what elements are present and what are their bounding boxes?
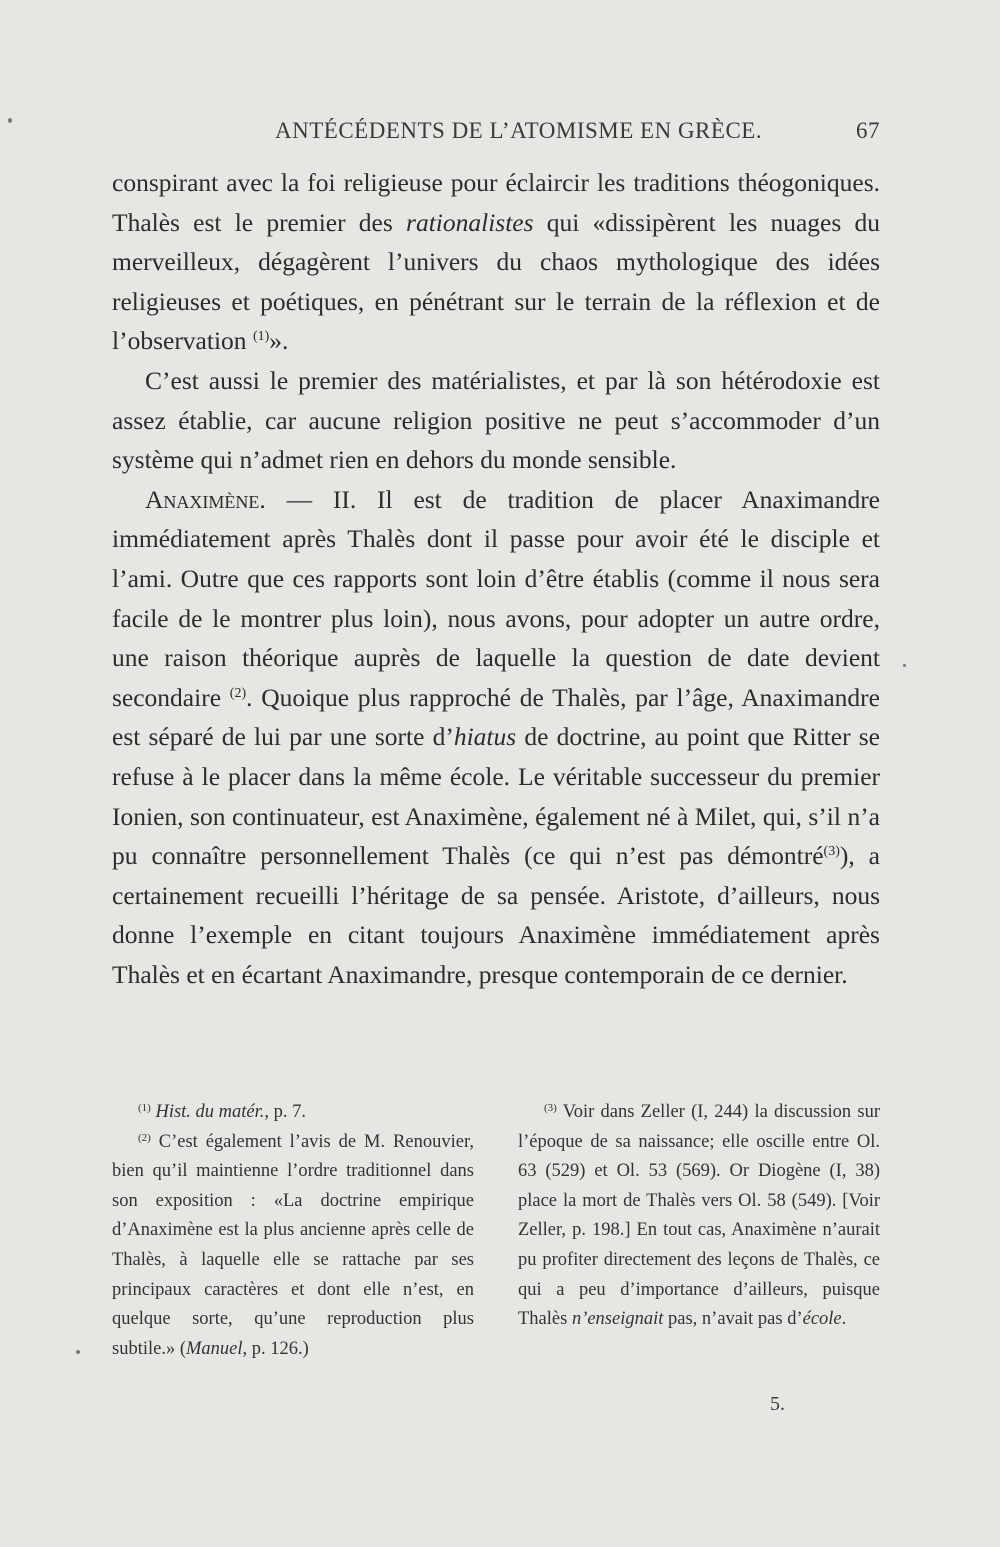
text-run: de doctrine, au point que Ritter se refuse à le placer dans la même école. Le véritable successeur du premier Ionien, son continuateur, est Anaximène, également né à Milet, qui, s’il n’a pu connaître personnellement Thalès (ce qui n’est pas démontré — [112, 722, 880, 871]
text-run: . — [841, 1309, 847, 1330]
running-header — [275, 118, 880, 152]
text-run: , p. 126.) — [242, 1338, 309, 1359]
emphasis: rationalistes — [406, 207, 534, 237]
footnote-ref-1: (1) — [252, 329, 270, 345]
footnote-mark: (2) — [138, 1131, 151, 1144]
text-run: , p. 7. — [264, 1102, 307, 1122]
footnote-1 — [112, 1098, 474, 1128]
footnote-ref-3: (3) — [823, 844, 840, 860]
paragraph-3 — [112, 480, 880, 995]
emphasis: école — [802, 1309, 842, 1330]
footnote-2 — [112, 1128, 474, 1365]
paragraph-2: C’est aussi le premier des matérialistes, et par là son hétérodoxie est assez établie, car aucune religion positive ne peut s’accommoder d’un système qui n’admet rien en dehors du monde sensible. — [112, 365, 880, 475]
paper-speck — [8, 118, 12, 123]
section-heading: Anaximène. — [145, 484, 266, 514]
running-title: ANTÉCÉDENTS DE L’ATOMISME EN GRÈCE. — [275, 118, 763, 143]
text-run: conspirant avec la foi religieuse pour éclaircir les traditions théogoniques. Thalès est le premier des — [112, 168, 880, 237]
text-run: qui «dissipèrent les nuages du merveilleux, dégagèrent l’univers du chaos mythologique des idées religieuses et poétiques, en pénétrant sur le terrain de la réflexion et de l’observation — [112, 207, 881, 356]
text-run: pas, n’avait pas d’ — [663, 1309, 803, 1330]
footnotes-left-column — [112, 1098, 474, 1364]
emphasis: Hist. du matér. — [155, 1102, 265, 1122]
emphasis: Manuel — [186, 1338, 243, 1359]
emphasis: hiatus — [453, 722, 517, 752]
text-run: . Quoique plus rapproché de Thalès, par l’âge, Anaximandre est séparé de lui par une sorte d’ — [112, 682, 880, 752]
footnote-3 — [518, 1098, 880, 1335]
text-run: C’est également l’avis de M. Renouvier, bien qu’il maintienne l’ordre traditionnel dans son exposition : «La doctrine empirique d’Anaximène est la plus ancienne après celle de Thalès, à laquelle elle se rattache par ses principaux caractères et dont elle n’est, en quelque sorte, qu’une reproduction plus subtile.» ( — [112, 1131, 474, 1359]
text-run: ), a certainement recueilli l’héritage de sa pensée. Aristote, d’ailleurs, nous donne l’exemple en citant toujours Anaximène immédiatement après Thalès et en écartant Anaximandre, presque contemporain de ce dernier. — [112, 841, 880, 989]
paper-speck — [76, 1350, 80, 1354]
text-run: — II. Il est de tradition de placer Anaximandre immédiatement après Thalès dont il passe pour avoir été le disciple et l’ami. Outre que ces rapports sont loin d’être établis (comme il nous sera facile de le montrer plus loin), nous avons, pour adopter un autre ordre, une raison théorique auprès de laquelle la question de date devient secondaire — [112, 484, 880, 712]
footnote-mark: (3) — [544, 1102, 557, 1114]
page-number: 67 — [856, 118, 880, 143]
main-text — [112, 163, 880, 994]
footnote-mark: (1) — [138, 1102, 151, 1114]
paragraph-1 — [112, 163, 880, 361]
footnote-ref-2: (2) — [229, 685, 247, 701]
text-run: ». — [269, 326, 289, 356]
signature-mark: 5. — [770, 1393, 785, 1415]
footnotes-right-column — [518, 1098, 880, 1335]
emphasis: n’enseignait — [571, 1309, 664, 1330]
text-run: Voir dans Zeller (I, 244) la discussion sur l’époque de sa naissance; elle oscille entre Ol. 63 (529) et Ol. 53 (569). Or Diogène (I, 38) place la mort de Thalès vers Ol. 58 (549). [Voir Zeller, p. 198.] En tout cas, Anaximène n’aurait pu profiter directement des leçons de Thalès, ce qui a peu d’importance d’ailleurs, puisque Thalès — [518, 1102, 880, 1330]
paper-speck — [903, 664, 906, 667]
